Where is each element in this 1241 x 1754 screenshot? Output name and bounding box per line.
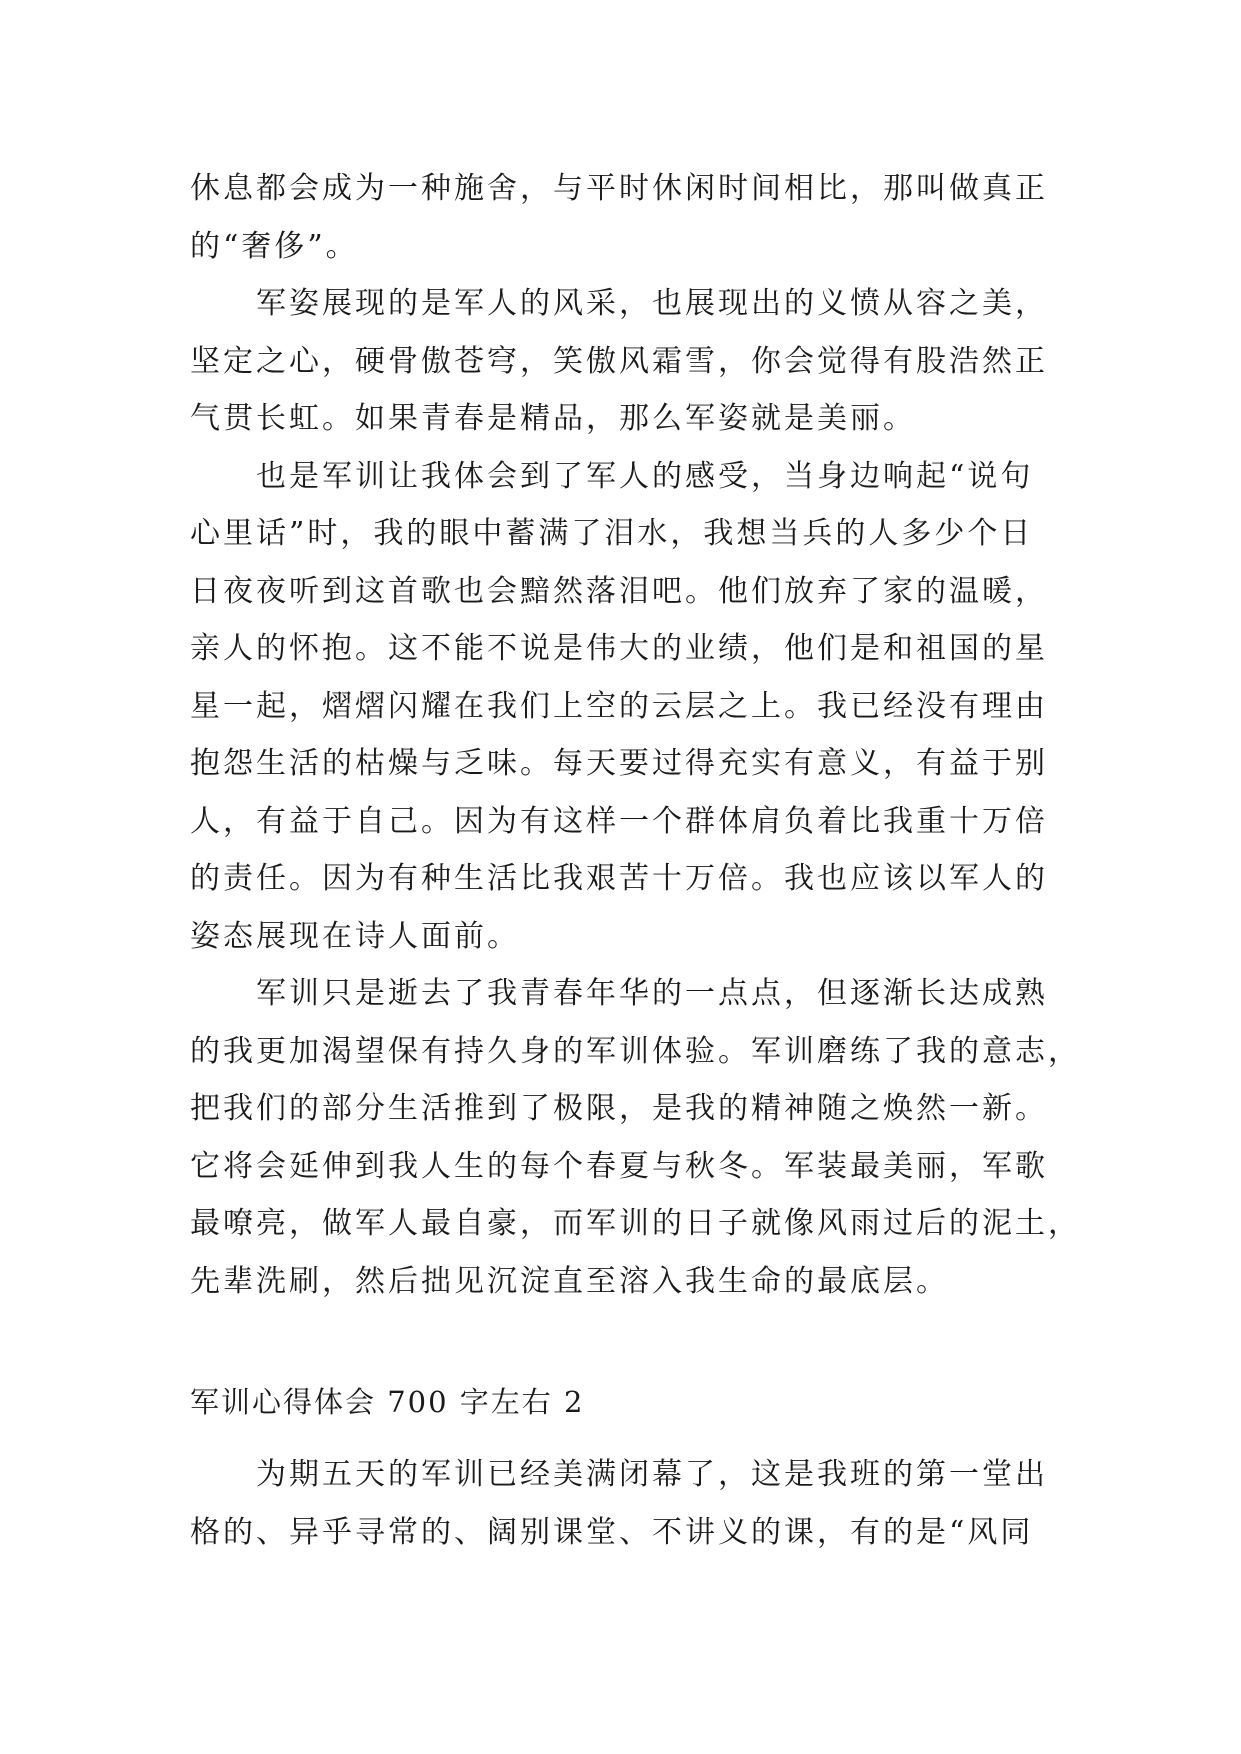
text-line: 最嘹亮，做军人最自豪，而军训的日子就像风雨过后的泥土， xyxy=(190,1206,1081,1241)
text-line: 休息都会成为一种施舍，与平时休闲时间相比，那叫做真正 xyxy=(190,171,1048,206)
section-heading: 军训心得体会 700 字左右 2 xyxy=(190,1385,585,1419)
paragraph-start-line: 也是军训让我体会到了军人的感受，当身边响起“说句 xyxy=(256,458,1034,494)
text-line: 它将会延伸到我人生的每个春夏与秋冬。军装最美丽，军歌 xyxy=(190,1148,1048,1184)
text-line: 的我更加渴望保有持久身的军训体验。军训磨练了我的意志， xyxy=(190,1033,1081,1069)
text-line: 坚定之心，硬骨傲苍穹，笑傲风霜雪，你会觉得有股浩然正 xyxy=(190,343,1048,379)
text-block-2 xyxy=(190,1446,1070,1561)
text-line: 星一起，熠熠闪耀在我们上空的云层之上。我已经没有理由 xyxy=(190,688,1048,724)
text-line: 的责任。因为有种生活比我艰苦十万倍。我也应该以军人的 xyxy=(190,861,1048,896)
text-line: 先辈洗刷，然后拙见沉淀直至溶入我生命的最底层。 xyxy=(190,1263,949,1299)
text-line: 人，有益于自己。因为有这样一个群体肩负着比我重十万倍 xyxy=(190,803,1048,839)
text-line: 格的、异乎寻常的、阔别课堂、不讲义的课，有的是“风同 xyxy=(190,1514,1034,1550)
text-line: 把我们的部分生活推到了极限，是我的精神随之焕然一新。 xyxy=(190,1091,1048,1126)
text-line: 抱怨生活的枯燥与乏味。每天要过得充实有意义，有益于别 xyxy=(190,746,1048,781)
paragraph-start-line: 军训只是逝去了我青春年华的一点点，但逐渐长达成熟 xyxy=(256,976,1048,1011)
text-block-1 xyxy=(190,160,1081,1310)
text-line: 日夜夜听到这首歌也会黯然落泪吧。他们放弃了家的温暖， xyxy=(190,573,1048,609)
text-line: 的“奢侈”。 xyxy=(190,228,359,264)
paragraph-start-line: 军姿展现的是军人的风采，也展现出的义愤从容之美， xyxy=(256,286,1048,321)
text-line: 亲人的怀抱。这不能不说是伟大的业绩，他们是和祖国的星 xyxy=(190,631,1048,666)
paragraph-start-line: 为期五天的军训已经美满闭幕了，这是我班的第一堂出 xyxy=(256,1457,1048,1492)
text-line: 姿态展现在诗人面前。 xyxy=(190,918,520,954)
text-line: 气贯长虹。如果青春是精品，那么军姿就是美丽。 xyxy=(190,401,916,436)
text-line: 心里话”时，我的眼中蓄满了泪水，我想当兵的人多少个日 xyxy=(190,516,1034,551)
